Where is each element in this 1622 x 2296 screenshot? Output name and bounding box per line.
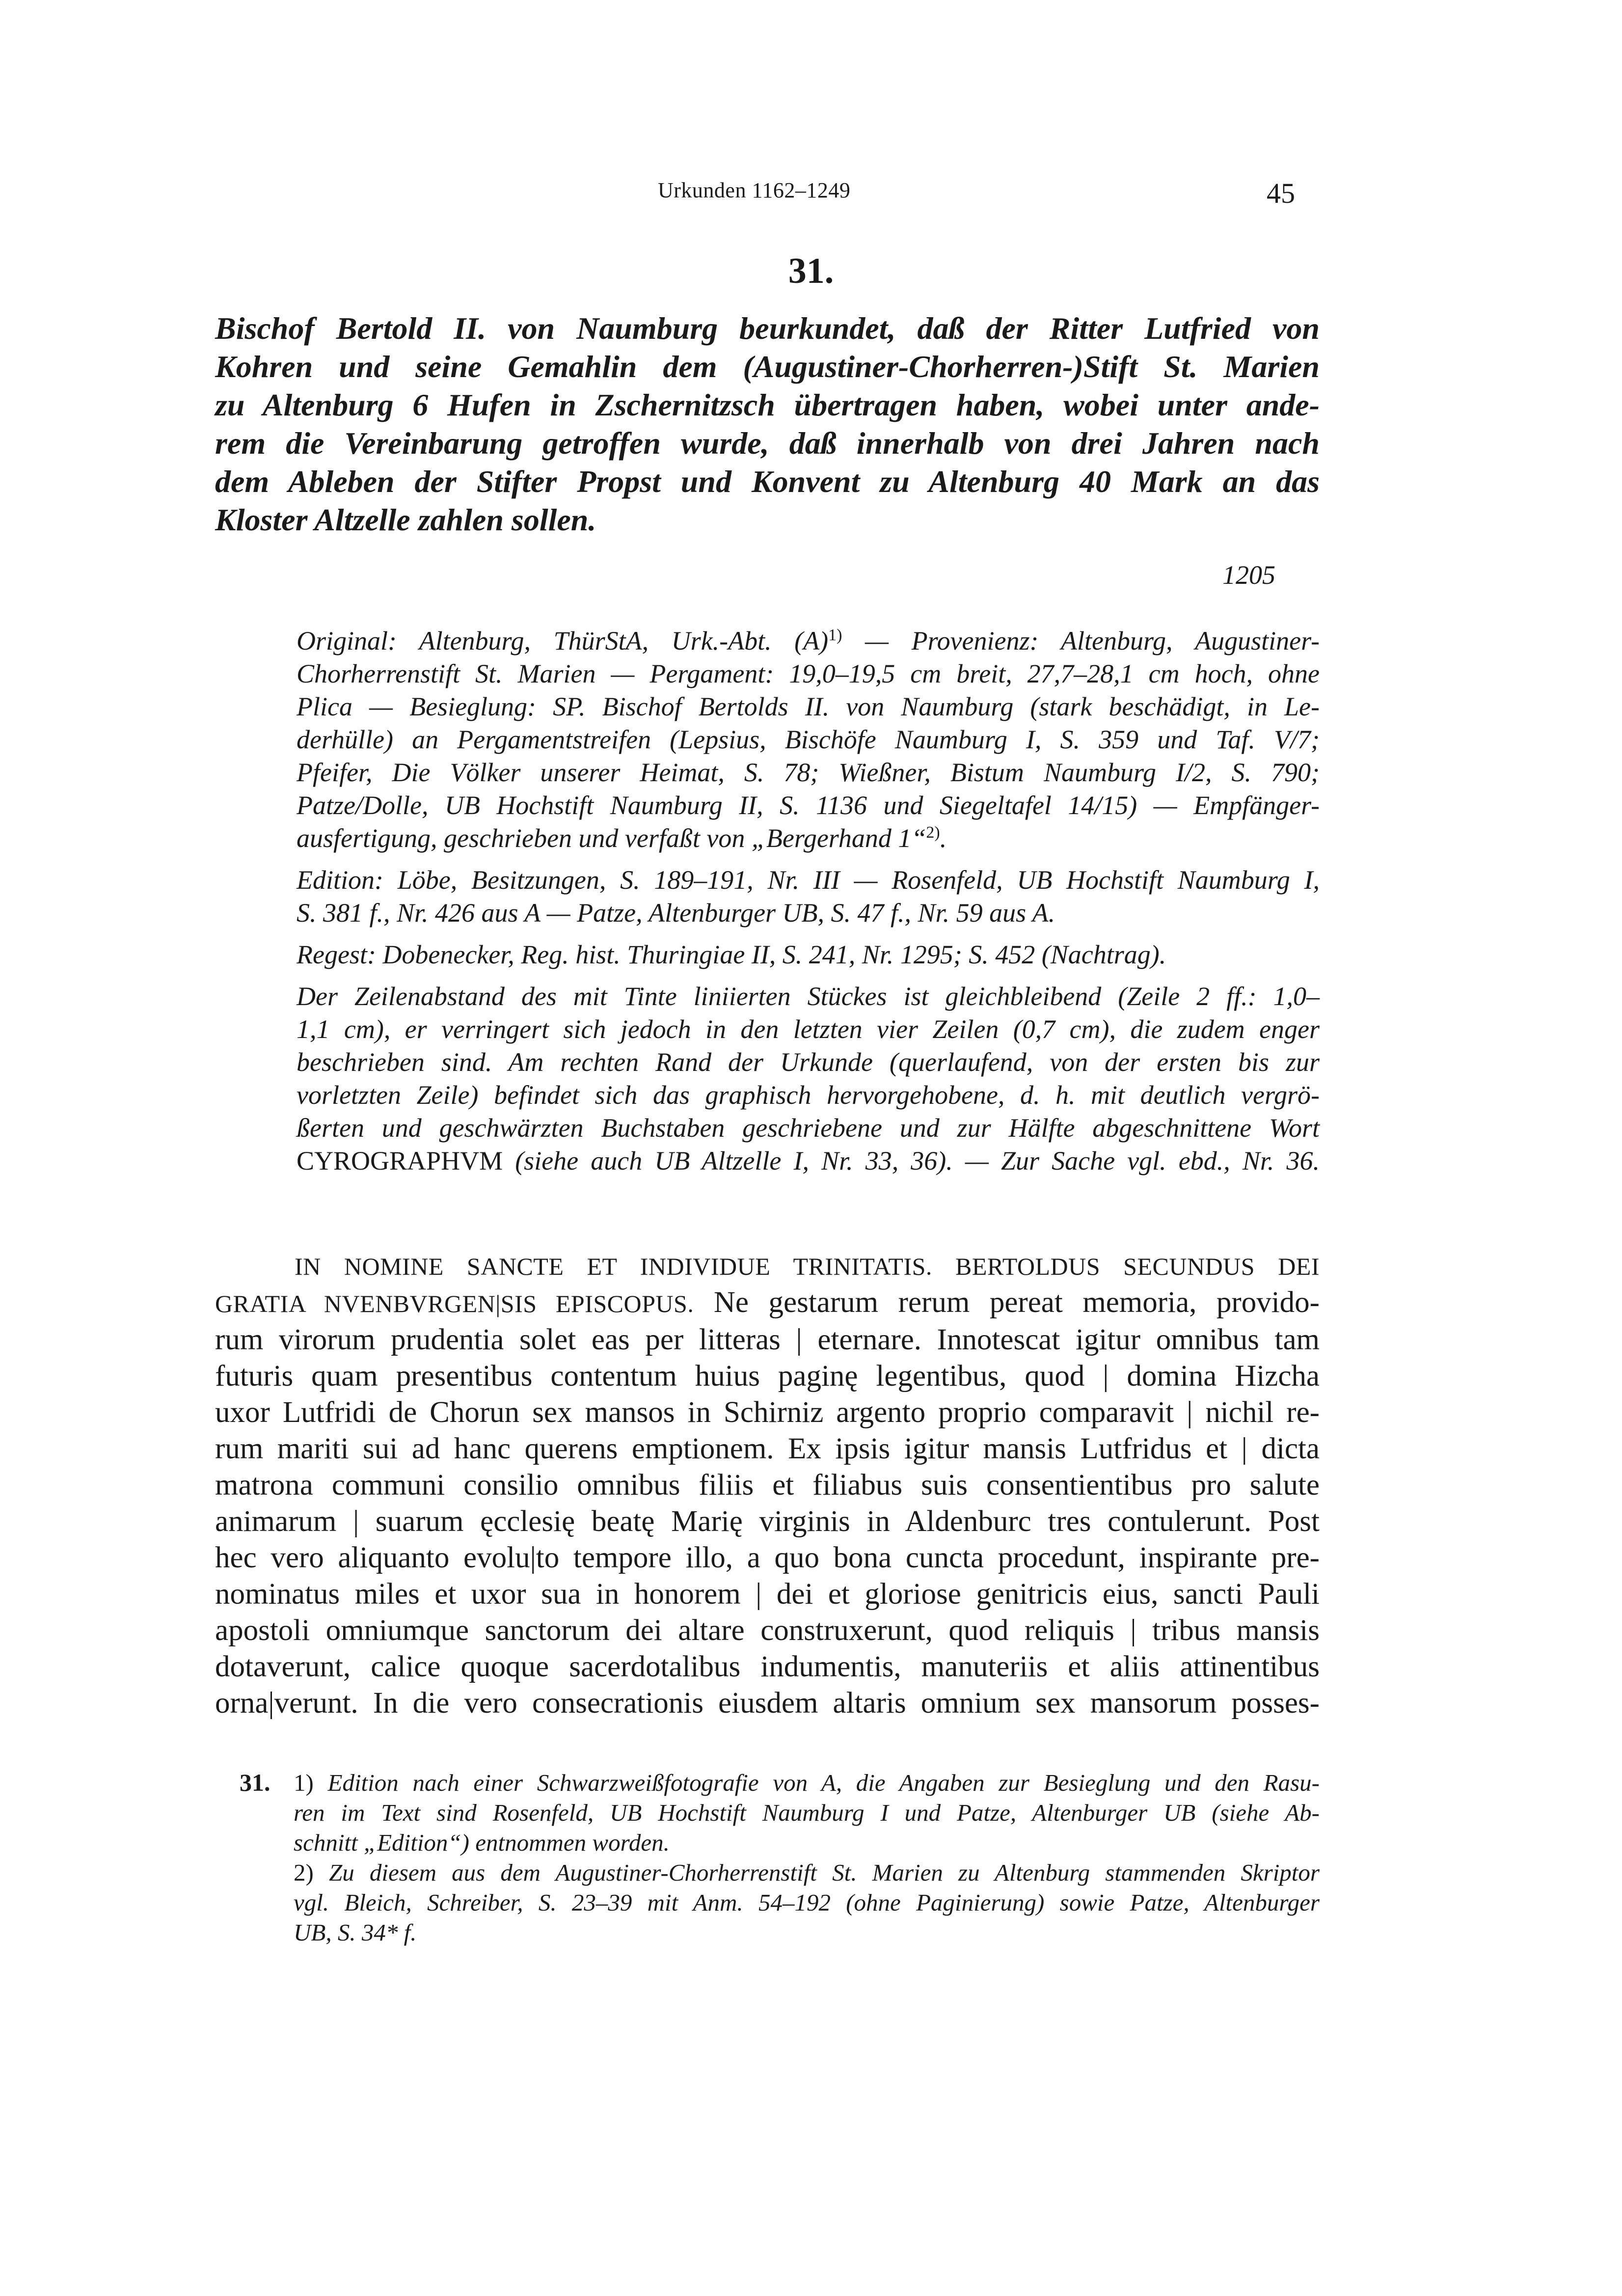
footnote-line: schnitt „Edition“) entnommen worden. [294, 1829, 670, 1856]
note-text: — Provenienz: Altenburg, Augustiner- [842, 626, 1320, 656]
note-line: Regest: Dobenecker, Reg. hist. Thuringiae II, S. 241, Nr. 1295; S. 452 (Nachtrag). [297, 940, 1166, 969]
text-line: nominatus miles et uxor sua in honorem | dei et gloriose genitricis eius, sancti Pauli [215, 1578, 1320, 1611]
note-line: Chorherrenstift St. Marien — Pergament: 19,0–19,5 cm breit, 27,7–28,1 cm hoch, ohne [297, 659, 1320, 688]
note-regest [297, 938, 1320, 971]
text-line: animarum | suarum ęcclesię beatę Marię virginis in Aldenburc tres contulerunt. Post [215, 1505, 1320, 1538]
note-text: Original: Altenburg, ThürStA, Urk.-Abt. (A) [297, 626, 829, 656]
running-header: Urkunden 1162–1249 [658, 178, 851, 202]
regest-line: Kohren und seine Gemahlin dem (Augustiner-Chorherren-)Stift St. Marien [215, 349, 1320, 384]
regest-line: Kloster Altzelle zahlen sollen. [215, 502, 596, 537]
note-line: Pfeifer, Die Völker unserer Heimat, S. 78; Wießner, Bistum Naumburg I/2, S. 790; [297, 758, 1320, 787]
text-line: matrona communi consilio omnibus filiis et filiabus suis consentientibus pro salute [215, 1469, 1320, 1502]
regest-heading [215, 309, 1320, 539]
footnote-block [294, 1768, 1320, 1947]
note-text: (siehe auch UB Altzelle I, Nr. 33, 36). — Zur Sache vgl. ebd., Nr. 36. [503, 1146, 1320, 1175]
note-line: Edition: Löbe, Besitzungen, S. 189–191, Nr. III — Rosenfeld, UB Hochstift Naumburg I, [297, 865, 1320, 895]
note-line: S. 381 f., Nr. 426 aus A — Patze, Altenburger UB, S. 47 f., Nr. 59 aus A. [297, 898, 1055, 928]
regest-line: zu Altenburg 6 Hufen in Zschernitzsch übertragen haben, wobei unter ande- [215, 387, 1320, 422]
footnote-ref: 1) [828, 626, 842, 644]
text-line: dotaverunt, calice quoque sacerdotalibus indumentis, manuteriis et aliis attinentibus [215, 1650, 1320, 1683]
note-line: derhülle) an Pergamentstreifen (Lepsius, Bischöfe Naumburg I, S. 359 und Taf. V/7; [297, 725, 1320, 754]
text-line: futuris quam presentibus contentum huius paginę legentibus, quod | domina Hizcha [215, 1360, 1320, 1393]
text-line: hec vero aliquanto evolu|to tempore illo, a quo bona cuncta procedunt, inspirante pre- [215, 1541, 1320, 1574]
note-line: Der Zeilenabstand des mit Tinte liniierten Stückes ist gleichbleibend (Zeile 2 ff.: 1,0– [297, 982, 1320, 1011]
text-line: rum virorum prudentia solet eas per litteras | eternare. Innotescat igitur omnibus tam [215, 1323, 1320, 1356]
note-line: ßerten und geschwärzten Buchstaben geschriebene und zur Hälfte abgeschnittene Wort [297, 1113, 1320, 1143]
footnote-line: vgl. Bleich, Schreiber, S. 23–39 mit Anm. 54–192 (ohne Paginierung) sowie Patze, Altenburger [294, 1889, 1320, 1916]
note-original [297, 625, 1320, 855]
apparatus-notes [297, 625, 1320, 1186]
footnote-line: ren im Text sind Rosenfeld, UB Hochstift Naumburg I und Patze, Altenburger UB (siehe Ab- [294, 1799, 1320, 1826]
footnote-text: Edition nach einer Schwarzweißfotografie von A, die Angaben zur Besieglung und den Rasu- [313, 1769, 1320, 1796]
note-line: vorletzten Zeile) befindet sich das graphisch hervorgehobene, d. h. mit deutlich vergrö- [297, 1080, 1320, 1110]
text-line [215, 1285, 1320, 1322]
text-line: uxor Lutfridi de Chorun sex mansos in Schirniz argento proprio comparavit | nichil re- [215, 1396, 1320, 1429]
text-caps: GRATIA NVENBVRGEN|SIS EPISCOPUS. [215, 1290, 694, 1317]
footnote-marker: 1) [294, 1769, 314, 1796]
charter-text [215, 1247, 1320, 1722]
page-number: 45 [1267, 177, 1295, 209]
footnote-text: Zu diesem aus dem Augustiner-Chorherrenstift St. Marien zu Altenburg stammenden Skriptor [313, 1859, 1320, 1886]
text-line [215, 1247, 1320, 1285]
text-line: rum mariti sui ad hanc querens emptionem. Ex ipsis igitur mansis Lutfridus et | dicta [215, 1432, 1320, 1465]
note-line [297, 1145, 1320, 1177]
footnote-document-number: 31. [240, 1769, 270, 1796]
regest-line: rem die Vereinbarung getroffen wurde, daß innerhalb von drei Jahren nach [215, 426, 1320, 461]
note-edition [297, 864, 1320, 929]
note-line [297, 625, 1320, 657]
note-line: beschrieben sind. Am rechten Rand der Urkunde (querlaufend, von der ersten bis zur [297, 1047, 1320, 1077]
note-line: Plica — Besieglung: SP. Bischof Bertolds II. von Naumburg (stark beschädigt, in Le- [297, 692, 1320, 721]
text-line: apostoli omniumque sanctorum dei altare construxerunt, quod reliquis | tribus mansis [215, 1614, 1320, 1647]
footnote-line [294, 1858, 1320, 1887]
text-caps: IN NOMINE SANCTE ET INDIVIDUE TRINITATIS. BERTOLDUS SECUNDUS DEI [295, 1253, 1320, 1280]
regest-line: Bischof Bertold II. von Naumburg beurkundet, daß der Ritter Lutfried von [215, 311, 1320, 346]
footnote-ref: 2) [926, 823, 940, 842]
document-date: 1205 [1222, 560, 1275, 590]
text-run: Ne gestarum rerum pereat memoria, provido- [694, 1286, 1320, 1319]
note-line [297, 822, 1320, 855]
regest-line: dem Ableben der Stifter Propst und Konvent zu Altenburg 40 Mark an das [215, 464, 1320, 499]
note-text: CYROGRAPHVM [297, 1146, 503, 1175]
note-description [297, 980, 1320, 1177]
footnote-marker: 2) [294, 1859, 314, 1886]
note-line: Patze/Dolle, UB Hochstift Naumburg II, S. 1136 und Siegeltafel 14/15) — Empfänger- [297, 791, 1320, 820]
note-text: . [940, 823, 947, 853]
note-text: ausfertigung, geschrieben und verfaßt von „Bergerhand 1“ [297, 823, 926, 853]
footnote-line [294, 1768, 1320, 1798]
footnote-line: UB, S. 34* f. [294, 1919, 417, 1946]
document-number: 31. [788, 251, 834, 291]
note-line: 1,1 cm), er verringert sich jedoch in den letzten vier Zeilen (0,7 cm), die zudem enger [297, 1014, 1320, 1044]
text-line: orna|verunt. In die vero consecrationis eiusdem altaris omnium sex mansorum posses- [215, 1687, 1320, 1720]
